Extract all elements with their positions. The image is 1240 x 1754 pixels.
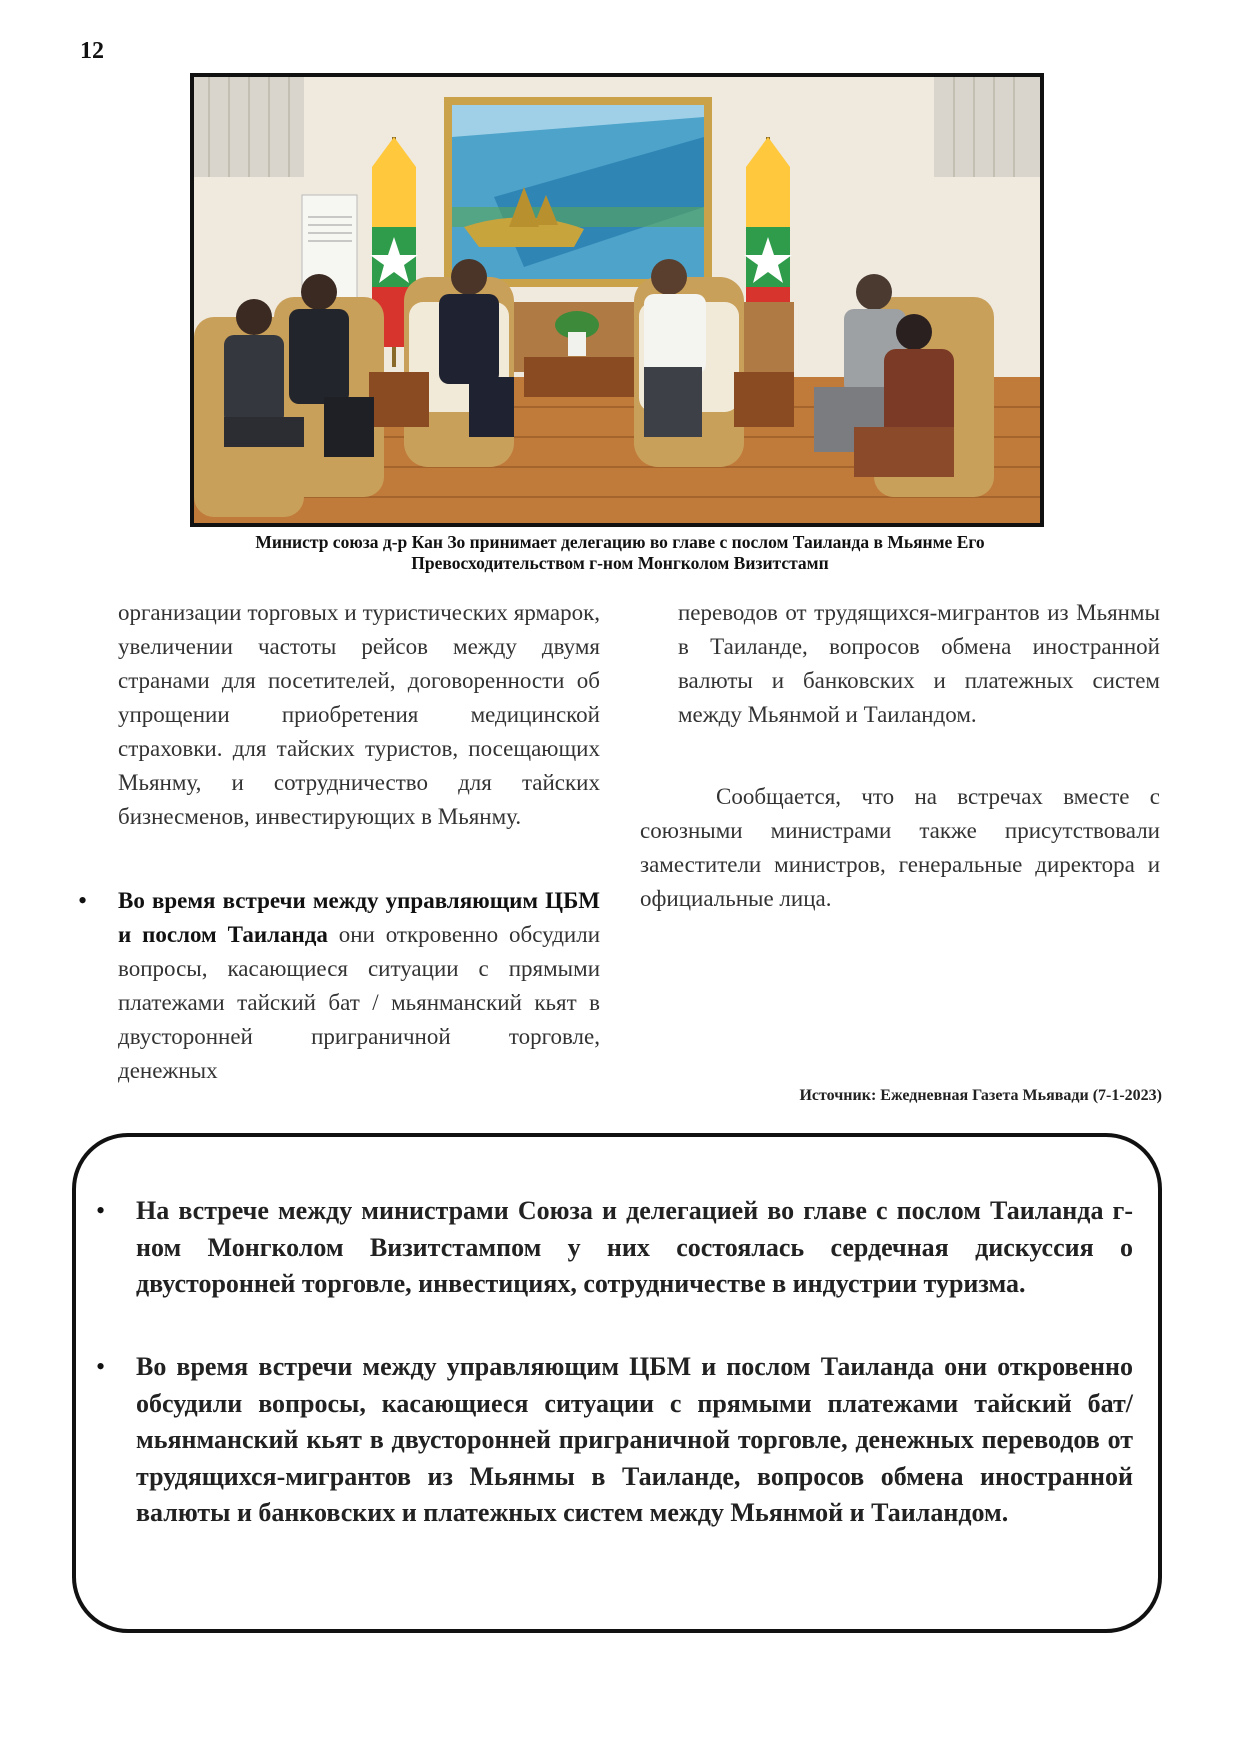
meeting-photo-illustration	[194, 77, 1040, 523]
summary-item-1: На встрече между министрами Союза и делегацией во главе с послом Таиланда г-ном Монгколом Визитстампом у них состоялась сердечная дискуссия о двусторонней торговле, инвестициях, сотрудничестве в индустрии туризма.	[136, 1196, 1133, 1298]
meeting-photo	[190, 73, 1044, 527]
left-column-paragraph: организации торговых и туристических ярмарок, увеличении частоты рейсов между двумя странами для посетителей, договоренности об упрощении приобретения медицинской страховки. для тайских туристов, посещающих Мьянму, и сотрудничество для тайских бизнесменов, инвестирующих в Мьянму.	[118, 600, 600, 829]
source-note: Источник: Ежедневная Газета Мьявади (7-1-2023)	[799, 1087, 1162, 1104]
bullet-bold-lead: Во время встречи между управляющим ЦБМ и послом Таиланда	[118, 888, 600, 947]
summary-bullet-icon: •	[96, 1352, 106, 1381]
right-column-paragraph-2: Сообщается, что на встречах вместе с союзными министрами также присутствовали заместители министров, генеральные директора и официальные лица.	[640, 784, 1160, 911]
page-number: 12	[80, 38, 104, 64]
bullet-icon: •	[78, 886, 88, 915]
photo-caption: Министр союза д-р Кан Зо принимает делегацию во главе с послом Таиланда в Мьянме Его Превосходительством г-ном Монгколом Визитстамп	[255, 532, 985, 573]
right-column-paragraph-1: переводов от трудящихся-мигрантов из Мьянмы в Таиланде, вопросов обмена иностранной валюты и банковских и платежных систем между Мьянмой и Таиландом.	[678, 600, 1160, 727]
summary-item-2: Во время встречи между управляющим ЦБМ и послом Таиланда они откровенно обсудили вопросы, касающиеся ситуации с прямыми платежами тайский бат/ мьянманский кьят в двусторонней приграничной торговле, денежных переводов от трудящихся-мигрантов из Мьянмы в Таиланде, вопросов обмена иностранной валюты и банковских и платежных систем между Мьянмой и Таиландом.	[136, 1352, 1133, 1527]
bullet-text: они откровенно обсудили вопросы, касающиеся ситуации с прямыми платежами тайский бат / мьянманский кьят в двусторонней приграничной торговле, денежных	[118, 922, 600, 1083]
summary-bullet-icon: •	[96, 1196, 106, 1225]
left-column-bullet	[118, 884, 600, 1088]
